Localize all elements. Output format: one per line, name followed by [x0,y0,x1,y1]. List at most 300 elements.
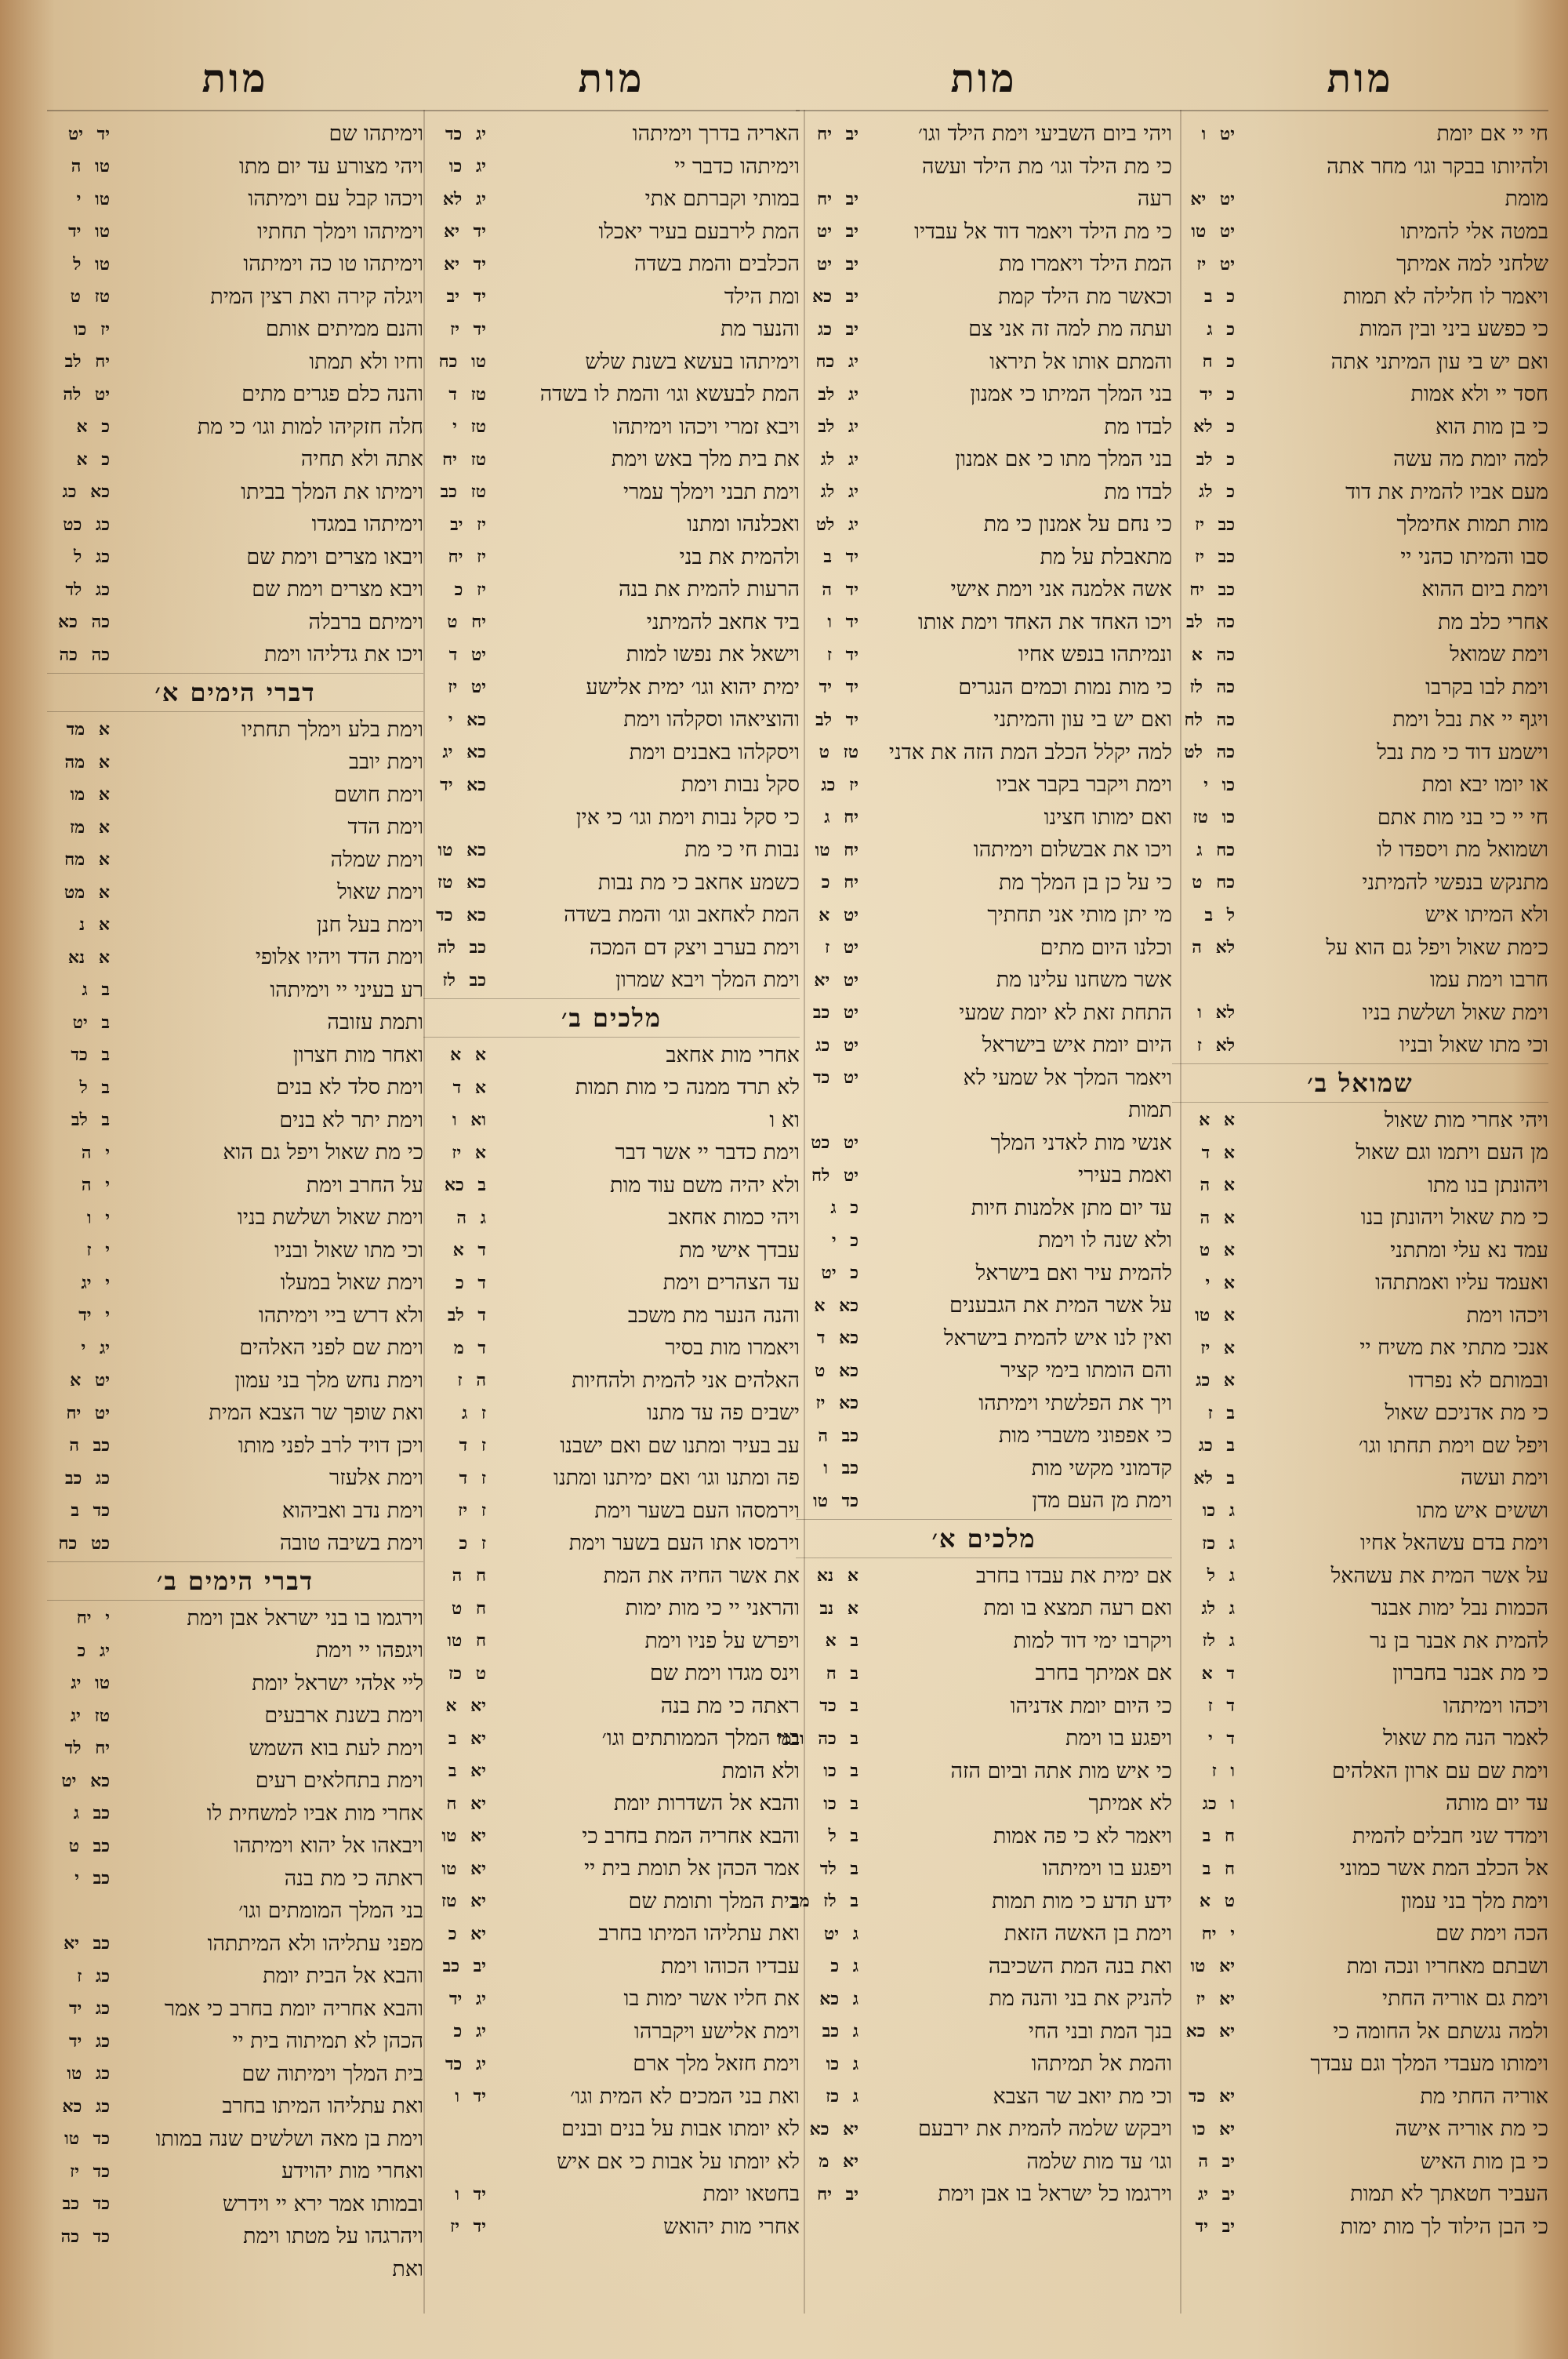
concordance-entry [796,1062,1172,1095]
concordance-entry [796,638,1172,671]
concordance-entry [423,1722,800,1755]
concordance-entry [1172,638,1548,671]
concordance-entry [423,2081,800,2114]
concordance-entry [47,1136,423,1169]
concordance-entry [47,1830,423,1863]
concordance-entry [423,1690,800,1723]
entry-text: ליי אלהי ישראל יומת [252,1670,423,1696]
entry-reference: יא כד [1189,2086,1235,2107]
entry-text: כי נחם על אמנון כי מת [983,512,1172,537]
entry-text: והבא אחריה יומת בחרב כי אמר [164,1996,423,2021]
entry-text: וימת שם לפני האלהים [239,1336,423,1361]
entry-text: ישבים פה עד מתנו [647,1401,800,1426]
entry-reference: כג לד [65,579,110,600]
concordance-entry [796,1192,1172,1225]
entry-reference: ג כב [822,2021,858,2042]
entry-reference: יד יד [818,677,858,698]
entry-reference: כא כג [62,482,110,503]
entry-reference: כד כב [62,2194,110,2215]
entry-list [1172,1104,1548,2244]
entry-text: וימת בלע וימלך תחתיו [241,717,423,742]
entry-text: כי מת אוריה אישה [1395,2117,1548,2142]
concordance-entry [423,2146,800,2179]
concordance-entry [796,1592,1172,1625]
entry-text: המת לבעשא וגו׳ והמת לו בשדה [539,382,800,407]
entry-reference: יט יא [1190,188,1235,209]
entry-reference: כא יז [815,1393,858,1414]
entry-reference: יד ב [823,547,858,568]
concordance-entry [47,1267,423,1299]
entry-text: המת הילד ויאמרו מת [999,252,1172,277]
concordance-entry [1172,573,1548,606]
entry-list [776,1560,1172,2211]
concordance-entry [1172,1365,1548,1398]
concordance-entry [1172,2113,1548,2146]
concordance-entry [423,1267,800,1299]
column-heading: מות [1172,47,1548,111]
entry-text: על אשר המית את הגבענים [949,1293,1172,1318]
entry-reference: ג כו [1202,1500,1235,1521]
entry-text: והנה כלם פגרים מתים [241,382,423,407]
entry-reference: כ ב [1203,286,1235,307]
concordance-entry [47,1430,423,1463]
entry-text: היום יומת איש בישראל [982,1033,1172,1058]
entry-text: ויגלה קירה ואת רצין המית [210,284,423,309]
entry-reference: ג כז [826,2086,858,2107]
entry-reference: יט א [818,904,858,925]
entry-reference: יא טו [441,1858,486,1879]
concordance-entry [796,1820,1172,1853]
concordance-entry [1172,867,1548,900]
concordance-entry [1172,2178,1548,2211]
entry-reference: א א [450,1045,486,1066]
concordance-entry [796,1787,1172,1820]
entry-text: סבו והמיתו כהני יי [1400,544,1548,569]
entry-text: וימת שם עם ארון האלהים [1332,1758,1548,1783]
concordance-entry [423,1169,800,1202]
entry-text: בני המלך הממותתים וגו׳ [601,1726,800,1751]
concordance-entry [1172,1592,1548,1625]
entry-reference: יט יח [66,1402,110,1423]
entry-reference: יז יב [450,514,486,535]
concordance-entry [47,1365,423,1398]
entry-reference: כג יד [68,2030,110,2052]
entry-text: רע בעיני יי וימיתהו [270,977,423,1002]
entry-text: וימת שמואל [1450,642,1548,667]
entry-reference: ג כו [826,2053,858,2074]
concordance-entry [47,573,423,606]
entry-text: ויהי אחרי מות שאול [1384,1107,1548,1132]
entry-reference: כה כא [58,612,110,633]
entry-reference: כ י [831,1230,858,1251]
entry-text: עד יום מתן אלמנות חיות [971,1195,1172,1220]
entry-reference: ח ה [452,1565,486,1587]
entry-text: בני המלך המיתו כי אמנון [970,382,1172,407]
concordance-entry [47,1495,423,1528]
entry-text: וימת בעל חנן [316,912,423,937]
concordance-entry [796,1094,1172,1127]
entry-text: נבות חי כי מת [684,838,800,863]
concordance-entry [796,1257,1172,1290]
entry-reference: יט יז [448,677,486,698]
entry-text: למה יקלל הכלב המת הזה את אדני [888,740,1172,765]
entry-reference: יג כח [815,351,858,373]
entry-text: ויך את הפלשתי וימיתהו [978,1390,1172,1416]
concordance-entry [47,2123,423,2156]
entry-text: כי בן מות האיש [1420,2149,1548,2174]
concordance-entry [423,1332,800,1365]
entry-text: חסד יי ולא אמות [1410,382,1548,407]
entry-text: ויהי כמות אחאב [668,1205,800,1230]
concordance-entry [796,118,1172,151]
concordance-entry [1172,443,1548,476]
entry-reference: יח טו [815,839,858,860]
entry-reference: יד ו [455,2086,486,2107]
concordance-column-3 [423,47,800,2345]
concordance-entry [423,801,800,834]
book-heading: דברי הימים ב׳ [47,1561,423,1601]
entry-reference: כב ה [69,1435,110,1456]
entry-text: את בית מלך באש וימת [611,447,800,472]
concordance-entry [47,1895,423,1928]
concordance-entry [796,443,1172,476]
concordance-entry [423,1820,800,1853]
concordance-entry [1172,1690,1548,1723]
entry-reference: כב יז [1195,514,1235,535]
entry-reference: ב כו [823,1793,858,1814]
entry-text: וכלנו היום מתים [1040,935,1172,960]
entry-reference: כב יז [1195,547,1235,568]
concordance-entry [423,313,800,346]
entry-reference: כ יט [821,1263,858,1284]
concordance-entry [47,1928,423,1961]
concordance-entry [796,1354,1172,1387]
entry-text: ויבאו מצרים וימת שם [246,544,423,569]
entry-text: המת לאחאב וגו׳ והמת בשדה [564,903,800,928]
entry-reference: כא י [448,709,486,730]
concordance-entry [47,378,423,411]
concordance-entry [47,2253,423,2286]
entry-text: וימיתהו וימלך תחתיו [257,219,423,244]
concordance-entry [796,997,1172,1030]
entry-reference: ל ב [1204,904,1235,925]
concordance-entry [796,1419,1172,1452]
entry-reference: י יח [76,1608,110,1629]
entry-reference: יג כד [445,123,486,144]
entry-reference: ט כז [448,1663,486,1684]
entry-reference: ד י [1207,1728,1235,1749]
entry-reference: ג ה [456,1207,486,1228]
concordance-entry [796,2048,1172,2081]
concordance-entry [796,834,1172,867]
entry-reference: יא מ [818,2151,858,2172]
concordance-entry [423,1560,800,1593]
concordance-entry [1172,118,1548,151]
entry-text: וכי מתו שאול ובניו [274,1238,423,1263]
concordance-entry [47,508,423,541]
entry-text: והבא אל הבית יומת [263,1964,423,1989]
entry-reference: טז ט [818,742,858,763]
concordance-entry [423,1071,800,1104]
entry-text: בנך המת ובני החי [1028,2019,1172,2044]
entry-text: ויבא זמרי ויכהו וימיתהו [612,414,800,439]
entry-reference: א מט [64,881,110,903]
entry-reference: א ה [1200,1175,1235,1196]
concordance-entry [1172,346,1548,379]
entry-reference: יח ט [447,612,486,633]
entry-reference: א מד [66,719,110,740]
entry-reference: כא ט [815,1360,858,1381]
entry-text: וחיו ולא תמתו [309,349,423,374]
concordance-entry [47,1732,423,1765]
entry-reference: כג ז [77,1965,110,1986]
concordance-entry [796,1485,1172,1518]
concordance-entry [791,1885,1172,1918]
entry-reference: ב כד [71,1045,110,1066]
concordance-entry [47,2220,423,2253]
entry-reference: כד טו [64,2128,110,2150]
entry-text: וימת בן האשה הזאת [1004,1921,1172,1946]
entry-reference: כ ח [1202,351,1235,373]
entry-reference: יא א [445,1696,486,1717]
entry-text: אחרי מות יהואש [663,2214,800,2239]
concordance-entry [1172,964,1548,997]
concordance-entry [47,779,423,812]
entry-reference: כג כט [63,514,110,535]
concordance-entry [47,1634,423,1667]
entry-reference: ג כז [1202,1532,1235,1554]
entry-text: ולמה נגשתם אל החומה כי [1333,2019,1548,2044]
concordance-entry [796,1983,1172,2016]
entry-text: אוריה החתי מת [1420,2084,1548,2109]
entry-text: והנה הנער מת משכב [627,1303,800,1328]
entry-reference: ב ח [826,1663,858,1684]
concordance-entry [1172,378,1548,411]
entry-text: עד יום מותה [1445,1791,1548,1816]
entry-reference: יד יז [450,318,486,340]
entry-reference: ב ל [828,1826,858,1847]
entry-text: וא ו [769,1107,800,1132]
concordance-entry [1172,671,1548,704]
entry-text: הכלבים והמת בשדה [633,252,800,277]
concordance-entry [796,378,1172,411]
entry-text: וימת יתר לא בנים [279,1107,423,1132]
entry-text: והמת אל תמיתהו [1031,2052,1172,2077]
concordance-entry [423,834,800,867]
concordance-entry [423,443,800,476]
entry-reference: יד יז [450,2216,486,2237]
entry-reference: ג כ [830,1956,858,1977]
concordance-entry [1172,313,1548,346]
entry-text: ראתה כי מת בנה [660,1693,800,1718]
entry-text: בני המלך המומתים וגו׳ [238,1899,423,1924]
concordance-entry [47,1299,423,1332]
entry-reference: כו טז [1192,807,1235,828]
concordance-entry [423,1527,800,1560]
entry-text: עבדך אישי מת [679,1238,800,1263]
entry-reference: טז יח [442,449,486,470]
entry-reference: טז יג [70,1705,110,1726]
entry-reference: כב לז [442,969,486,990]
entry-reference: א ט [1199,1240,1235,1261]
entry-reference: יב יד [1195,2216,1235,2237]
entry-list [47,118,423,671]
concordance-entry [1172,997,1548,1030]
entry-reference: כא טז [437,872,486,893]
entry-text: כי איש מות אתה וביום הזה [950,1758,1172,1783]
entry-reference: ד כ [456,1272,486,1293]
entry-text: וימת כדבר יי אשר דבר [615,1140,800,1165]
concordance-entry [1172,736,1548,769]
entry-reference: יא כ [448,1923,486,1944]
entry-text: ולא המיתו איש [1425,903,1548,928]
entry-text: ואת שופך שר הצבא המית [209,1401,423,1426]
entry-reference: כח ט [1192,872,1235,893]
entry-text: ויפגע בו וימת [1065,1726,1172,1751]
concordance-entry [1172,151,1548,184]
entry-text: חי יי אם יומת [1436,122,1548,147]
entry-reference: ח טו [447,1630,486,1652]
concordance-entry [1172,1136,1548,1169]
entry-text: לא יומתו על אבות כי אם איש [557,2149,800,2174]
concordance-entry [1172,476,1548,509]
concordance-entry [423,476,800,509]
concordance-entry [423,118,800,151]
entry-reference: יג כד [445,2053,486,2074]
entry-reference: ו כג [1202,1793,1235,1814]
concordance-entry [1172,1169,1548,1202]
entry-reference: כה לז [1189,677,1235,698]
entry-text: האלהים אני להמית ולהחיות [572,1368,800,1393]
entry-text: וימת הדד [347,815,423,840]
concordance-entry [423,1983,800,2016]
entry-text: ויכן דויד לרב לפני מותו [238,1433,423,1458]
entry-text: והראני יי כי מות ימות [625,1596,800,1621]
concordance-entry [1172,216,1548,249]
book-heading: מלכים ב׳ [423,998,800,1038]
entry-reference: א מז [70,816,110,838]
entry-text: ויכו את גדליהו וימת [263,642,423,667]
concordance-entry [47,118,423,151]
entry-reference: א נא [67,947,110,968]
entry-reference: א נ [79,914,110,936]
entry-text: ושבתם מאחריו ונכה ומת [1346,1954,1548,1979]
entry-reference: יא יז [1196,1988,1235,2009]
entry-reference: כה לח [1184,709,1235,730]
entry-text: קדמוני מקשי מות [1031,1456,1172,1481]
entry-reference: יא כו [1192,2118,1235,2139]
concordance-entry [796,1387,1172,1420]
entry-text: וימת המלך ויבא שמרון [615,968,800,993]
entry-reference: י ה [81,1142,110,1163]
concordance-entry [47,2155,423,2188]
concordance-entry [423,671,800,704]
entry-reference: א מו [70,784,110,805]
entry-text: להניק את בני והנה מת [989,1986,1172,2012]
concordance-entry [1172,1462,1548,1495]
entry-reference: כ לא [1193,416,1235,438]
entry-text: וימת מלך בני עמון [1400,1888,1548,1914]
entry-reference: יא טו [441,1826,486,1847]
entry-text: וימת הדד ויהיו אלופי [255,945,423,970]
concordance-entry [423,1136,800,1169]
entry-reference: ב כג [1198,1435,1235,1456]
entry-text: כימת שאול ויפל גם הוא על [1326,935,1548,960]
concordance-entry [1172,1430,1548,1463]
concordance-entry [796,932,1172,965]
concordance-entry [796,769,1172,801]
concordance-entry [1172,1885,1548,1918]
entry-reference: ח ב [1202,1858,1235,1879]
entry-text: במטה אלי להמיתו [1400,219,1548,244]
concordance-entry [796,1950,1172,1983]
entry-list [796,118,1172,1518]
entry-text: לבדו מת [1104,414,1172,439]
concordance-entry [47,606,423,639]
concordance-entry [796,183,1172,216]
entry-reference: יח ג [824,807,858,828]
entry-reference: יט ד [448,644,486,665]
concordance-entry [796,476,1172,509]
entry-reference: ח ב [1202,1826,1235,1847]
entry-reference: יג לג [820,482,858,503]
entry-text: כי אפפוני משברי מות [998,1423,1172,1448]
concordance-entry [796,2081,1172,2114]
concordance-entry [796,703,1172,736]
concordance-entry [796,1917,1172,1950]
concordance-entry [423,2211,800,2244]
entry-text: וימותו מעבדי המלך וגם עבדך [1310,2052,1548,2077]
entry-reference: א ד [452,1077,486,1098]
concordance-entry [47,2058,423,2091]
concordance-entry [1172,834,1548,867]
concordance-entry [796,606,1172,639]
concordance-entry [423,508,800,541]
entry-text: לאמר הנה מת שאול [1382,1726,1548,1751]
concordance-entry [423,346,800,379]
entry-text: ולא יהיה משם עוד מות [610,1172,800,1198]
entry-reference: א ד [1201,1142,1235,1163]
concordance-entry [1172,2048,1548,2081]
entry-reference: א נב [819,1598,858,1619]
entry-text: ולא דרש ביי וימיתהו [258,1303,423,1328]
entry-reference: יג כו [448,156,486,177]
entry-text: בחטאו יומת [702,2182,800,2207]
entry-text: וימת שאול במעלו [280,1270,423,1296]
entry-text: ויכהו וימיתהו [1443,1693,1548,1718]
concordance-entry [47,1332,423,1365]
concordance-entry [47,1527,423,1560]
entry-reference: כא א [814,1295,858,1316]
concordance-entry [47,1960,423,1993]
concordance-entry [47,876,423,909]
entry-text: ויהרגהו על מטתו וימת [243,2224,423,2249]
entry-text: ולהמית את בני [679,544,800,569]
concordance-entry [796,671,1172,704]
concordance-entry [47,638,423,671]
entry-reference: ו ז [1211,1761,1235,1782]
entry-text: הרעות להמית את בנה [619,577,800,602]
concordance-entry [1172,1527,1548,1560]
concordance-entry [796,248,1172,281]
entry-reference: א נא [816,1565,858,1587]
entry-text: לא תרד ממנה כי מות תמות [575,1075,800,1100]
entry-reference: ז כ [459,1532,486,1554]
concordance-entry [1172,2016,1548,2048]
entry-text: ושמואל מת ויספדו לו [1377,838,1548,863]
concordance-entry [47,1169,423,1202]
concordance-entry [423,2113,800,2146]
